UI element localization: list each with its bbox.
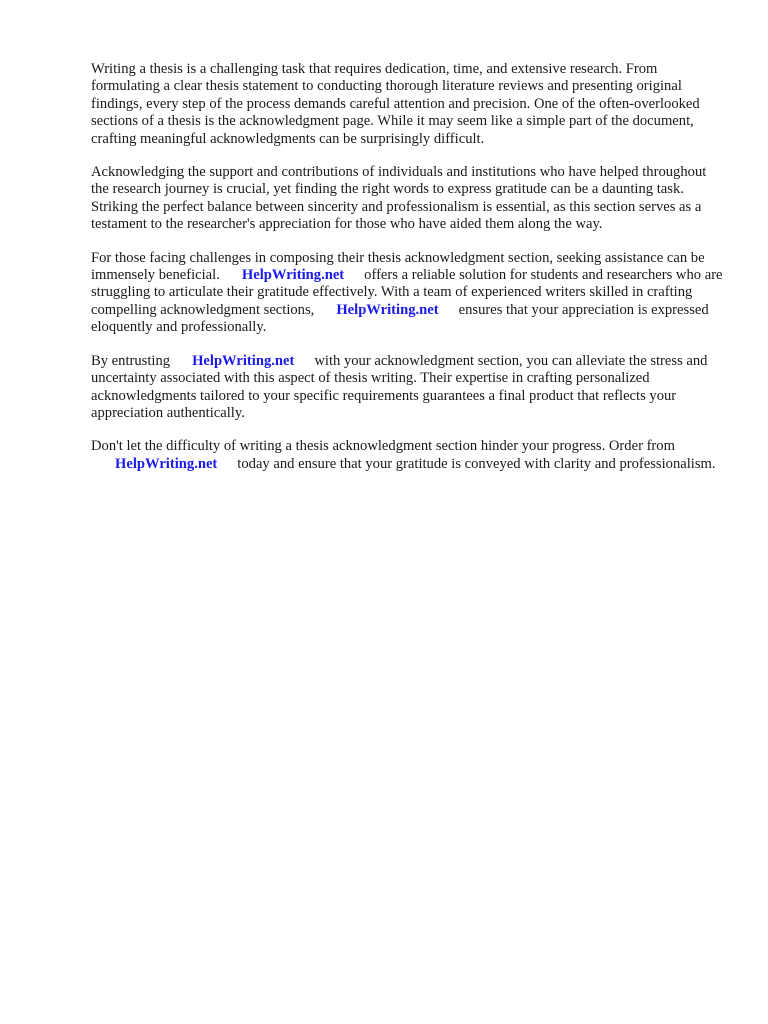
paragraph-text: For those facing challenges in composing their thesis acknowledgment section, seeking assistance can be immensely beneficial.	[91, 249, 705, 284]
helpwriting-link[interactable]: HelpWriting.net	[336, 301, 439, 318]
paragraph-text: offers a reliable solution for students and researchers who are struggling to articulate their gratitude effectively. With a team of experienced writers skilled in crafting compelling acknowledgment sections,	[91, 267, 723, 318]
paragraph-assistance	[91, 250, 723, 337]
paragraph-order	[91, 438, 723, 473]
paragraph-text: Don't let the difficulty of writing a thesis acknowledgment section hinder your progress. Order from	[91, 438, 675, 455]
paragraph-text: By entrusting	[91, 352, 171, 369]
helpwriting-link[interactable]: HelpWriting.net	[241, 267, 345, 284]
paragraph-intro: Writing a thesis is a challenging task that requires dedication, time, and extensive research. From formulating a clear thesis statement to conducting thorough literature reviews and presenting original findings, every step of the process demands careful attention and precision. One of the often-overlooked sections of a thesis is the acknowledgment page. While it may seem like a simple part of the document, crafting meaningful acknowledgments can be surprisingly difficult.	[91, 61, 700, 147]
helpwriting-link[interactable]: HelpWriting.net	[115, 455, 218, 472]
paragraph-text: today and ensure that your gratitude is conveyed with clarity and professionalism.	[237, 455, 716, 472]
document-body	[91, 61, 723, 489]
paragraph-acknowledging: Acknowledging the support and contributions of individuals and institutions who have helped throughout the research journey is crucial, yet finding the right words to express gratitude can be a daunting task. Striking the perfect balance between sincerity and professionalism is essential, as this section serves as a testament to the researcher's appreciation for those who have aided them along the way.	[91, 164, 707, 233]
paragraph-entrusting	[91, 353, 723, 423]
paragraph-text: ensures that your appreciation is expressed eloquently and professionally.	[91, 301, 709, 336]
helpwriting-link[interactable]: HelpWriting.net	[192, 352, 295, 369]
paragraph-text: with your acknowledgment section, you can alleviate the stress and uncertainty associated with this aspect of thesis writing. Their expertise in crafting personalized acknowledgments tailored to your specific requirements guarantees a final product that reflects your appreciation authentically.	[91, 352, 708, 421]
